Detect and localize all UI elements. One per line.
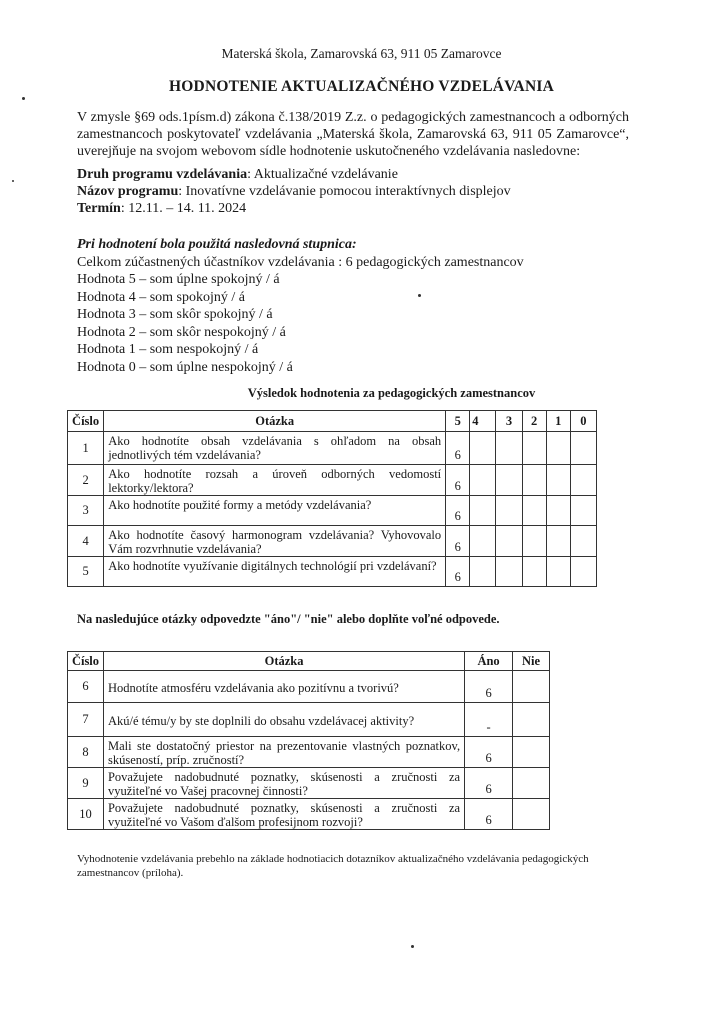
intro-paragraph: V zmysle §69 ods.1písm.d) zákona č.138/2019 Z.z. o pedagogických zamestnancoch a odborných zamestnancoch poskytovateľ vzdelávania „Materská škola, Zamarovská 63, 911 05 Zamarovce“, uverejňuje na svojom webovom sídle hodnotenie uskutočneného vzdelávania nasledovne: bbox=[77, 110, 629, 159]
program-type-value: : Aktualizačné vzdelávanie bbox=[247, 167, 398, 182]
table-row bbox=[68, 703, 550, 737]
row-number: 7 bbox=[68, 703, 104, 737]
scan-speck bbox=[22, 97, 25, 100]
value-2 bbox=[522, 465, 546, 496]
value-ano: - bbox=[465, 703, 513, 737]
value-ano: 6 bbox=[465, 768, 513, 799]
value-4 bbox=[470, 465, 496, 496]
results-table bbox=[67, 410, 597, 587]
row-number: 8 bbox=[68, 737, 104, 768]
scan-speck bbox=[12, 180, 14, 182]
row-question: Ako hodnotíte použité formy a metódy vzdelávania? bbox=[104, 496, 446, 526]
value-nie bbox=[513, 737, 550, 768]
value-0 bbox=[570, 432, 596, 465]
value-0 bbox=[570, 557, 596, 587]
row-question: Hodnotíte atmosféru vzdelávania ako pozitívnu a tvorivú? bbox=[103, 671, 464, 703]
program-term-line bbox=[77, 200, 637, 217]
table-row bbox=[68, 768, 550, 799]
value-ano: 6 bbox=[465, 671, 513, 703]
rating-scale bbox=[77, 236, 637, 376]
value-3 bbox=[496, 496, 522, 526]
value-2 bbox=[522, 557, 546, 587]
table-row bbox=[68, 557, 597, 587]
row-number: 9 bbox=[68, 768, 104, 799]
value-1 bbox=[546, 432, 570, 465]
scale-title: Pri hodnotení bola použitá nasledovná stupnica: bbox=[77, 237, 357, 252]
value-4 bbox=[470, 526, 496, 557]
value-2 bbox=[522, 496, 546, 526]
program-name-line bbox=[77, 183, 637, 200]
institution-line: Materská škola, Zamarovská 63, 911 05 Zamarovce bbox=[221, 46, 502, 61]
value-2 bbox=[522, 432, 546, 465]
program-name-value: : Inovatívne vzdelávanie pomocou interaktívnych displejov bbox=[178, 184, 511, 199]
scan-speck bbox=[411, 945, 414, 948]
header-3: 3 bbox=[496, 411, 522, 432]
row-question: Ako hodnotíte rozsah a úroveň odborných vedomostí lektorky/lektora? bbox=[104, 465, 446, 496]
header-4: 4 bbox=[470, 411, 496, 432]
value-5: 6 bbox=[446, 432, 470, 465]
program-type-line bbox=[77, 166, 637, 183]
value-3 bbox=[496, 465, 522, 496]
value-nie bbox=[513, 799, 550, 830]
header-5: 5 bbox=[446, 411, 470, 432]
table-row bbox=[68, 799, 550, 830]
value-4 bbox=[470, 496, 496, 526]
row-number: 1 bbox=[68, 432, 104, 465]
scale-level: Hodnota 1 – som nespokojný / á bbox=[77, 342, 259, 357]
row-number: 3 bbox=[68, 496, 104, 526]
header-ano: Áno bbox=[465, 652, 513, 671]
scale-level: Hodnota 5 – som úplne spokojný / á bbox=[77, 272, 280, 287]
value-nie bbox=[513, 768, 550, 799]
row-number: 4 bbox=[68, 526, 104, 557]
value-1 bbox=[546, 557, 570, 587]
row-question: Považujete nadobudnuté poznatky, skúsenosti a zručnosti za využiteľné vo Vašej pracovnej činnosti? bbox=[103, 768, 464, 799]
header-cislo: Číslo bbox=[68, 411, 104, 432]
value-0 bbox=[570, 496, 596, 526]
header-1: 1 bbox=[546, 411, 570, 432]
value-ano: 6 bbox=[465, 737, 513, 768]
header-nie: Nie bbox=[513, 652, 550, 671]
scan-speck bbox=[418, 294, 421, 297]
table-header-row bbox=[68, 652, 550, 671]
scale-level: Hodnota 3 – som skôr spokojný / á bbox=[77, 307, 273, 322]
program-term-label: Termín bbox=[77, 201, 121, 216]
row-question: Ako hodnotíte obsah vzdelávania s ohľadom na obsah jednotlivých tém vzdelávania? bbox=[104, 432, 446, 465]
results-table-title: Výsledok hodnotenia za pedagogických zamestnancov bbox=[247, 386, 536, 400]
row-question: Mali ste dostatočný priestor na prezentovanie vlastných poznatkov, skúseností, príp. zručností? bbox=[103, 737, 464, 768]
yes-no-table bbox=[67, 651, 550, 830]
row-number: 10 bbox=[68, 799, 104, 830]
value-3 bbox=[496, 432, 522, 465]
yes-no-instruction: Na nasledujúce otázky odpovedzte "áno"/ "nie" alebo doplňte voľné odpovede. bbox=[77, 612, 500, 626]
table-row bbox=[68, 432, 597, 465]
scale-level: Hodnota 2 – som skôr nespokojný / á bbox=[77, 324, 286, 340]
value-0 bbox=[570, 526, 596, 557]
value-5: 6 bbox=[446, 465, 470, 496]
value-5: 6 bbox=[446, 557, 470, 587]
header-0: 0 bbox=[570, 411, 596, 432]
row-number: 6 bbox=[68, 671, 104, 703]
value-2 bbox=[522, 526, 546, 557]
value-3 bbox=[496, 557, 522, 587]
value-4 bbox=[470, 557, 496, 587]
program-name-label: Názov programu bbox=[77, 184, 179, 199]
row-question: Ako hodnotíte využívanie digitálnych technológií pri vzdelávaní? bbox=[104, 557, 446, 587]
header-otazka: Otázka bbox=[103, 652, 464, 671]
header-cislo: Číslo bbox=[68, 652, 104, 671]
value-1 bbox=[546, 496, 570, 526]
row-number: 5 bbox=[68, 557, 104, 587]
scale-level: Hodnota 0 – som úplne nespokojný / á bbox=[77, 359, 293, 375]
table-row bbox=[68, 465, 597, 496]
footer-note: Vyhodnotenie vzdelávania prebehlo na základe hodnotiacich dotazníkov aktualizačného vzdelávania pedagogických zamestnancov (príloha). bbox=[77, 853, 589, 879]
value-0 bbox=[570, 465, 596, 496]
row-question: Ako hodnotíte časový harmonogram vzdelávania? Vyhovovalo Vám rozvrhnutie vzdelávania? bbox=[104, 526, 446, 557]
header-otazka: Otázka bbox=[104, 411, 446, 432]
value-nie bbox=[513, 703, 550, 737]
value-4 bbox=[470, 432, 496, 465]
row-question: Akú/é tému/y by ste doplnili do obsahu vzdelávacej aktivity? bbox=[103, 703, 464, 737]
value-5: 6 bbox=[446, 526, 470, 557]
row-question: Považujete nadobudnuté poznatky, skúsenosti a zručnosti za využiteľné vo Vašom ďalšom profesijnom rozvoji? bbox=[103, 799, 464, 830]
value-nie bbox=[513, 671, 550, 703]
value-5: 6 bbox=[446, 496, 470, 526]
row-number: 2 bbox=[68, 465, 104, 496]
document-title: HODNOTENIE AKTUALIZAČNÉHO VZDELÁVANIA bbox=[169, 78, 554, 95]
table-header-row bbox=[68, 411, 597, 432]
table-row bbox=[68, 496, 597, 526]
scale-level: Hodnota 4 – som spokojný / á bbox=[77, 289, 245, 305]
participants-count: Celkom zúčastnených účastníkov vzdelávania : 6 pedagogických zamestnancov bbox=[77, 254, 524, 270]
table-row bbox=[68, 526, 597, 557]
program-info bbox=[77, 166, 637, 217]
value-3 bbox=[496, 526, 522, 557]
value-ano: 6 bbox=[465, 799, 513, 830]
table-row bbox=[68, 671, 550, 703]
program-type-label: Druh programu vzdelávania bbox=[77, 167, 248, 182]
value-1 bbox=[546, 526, 570, 557]
program-term-value: : 12.11. – 14. 11. 2024 bbox=[120, 201, 247, 216]
header-2: 2 bbox=[522, 411, 546, 432]
value-1 bbox=[546, 465, 570, 496]
table-row bbox=[68, 737, 550, 768]
